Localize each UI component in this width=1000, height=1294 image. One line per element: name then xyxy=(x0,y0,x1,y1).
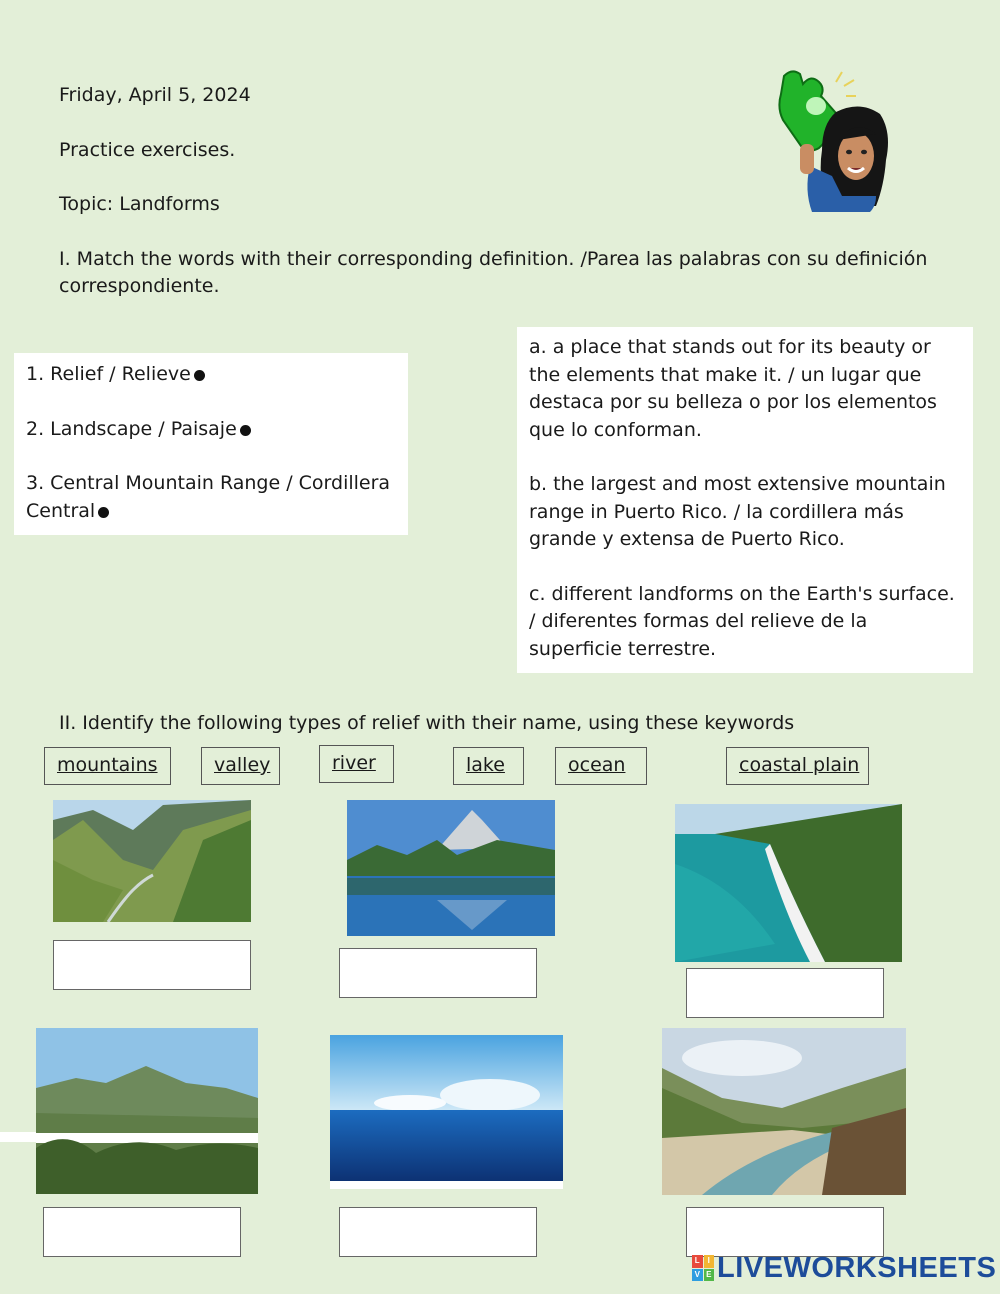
keyword-valley[interactable]: valley xyxy=(201,747,280,785)
answer-box-6[interactable] xyxy=(686,1207,884,1257)
valley-photo xyxy=(53,800,251,922)
term-3 xyxy=(26,470,396,525)
subtitle-text: Practice exercises. xyxy=(59,139,236,161)
badge-letter-v: V xyxy=(692,1269,703,1282)
definitions-box xyxy=(517,327,973,673)
avatar-illustration xyxy=(776,70,894,212)
term-2 xyxy=(26,416,396,444)
topic-text: Topic: Landforms xyxy=(59,193,220,215)
term-1 xyxy=(26,361,396,389)
instruction-matching: I. Match the words with their corresponding definition. /Parea las palabras con su definición correspondiente. xyxy=(59,248,928,297)
badge-letter-i: I xyxy=(704,1255,715,1268)
keyword-lake[interactable]: lake xyxy=(453,747,524,785)
term-1-label: 1. Relief / Relieve xyxy=(26,363,191,385)
term-3-label: 3. Central Mountain Range / Cordillera Central xyxy=(26,472,391,522)
keyword-coastal-plain[interactable]: coastal plain xyxy=(726,747,869,785)
coastal-plain-photo xyxy=(675,804,902,962)
badge-letter-l: L xyxy=(692,1255,703,1268)
answer-box-4[interactable] xyxy=(43,1207,241,1257)
keyword-river[interactable]: river xyxy=(319,745,394,783)
instruction-identify: II. Identify the following types of relief with their name, using these keywords xyxy=(59,712,795,734)
answer-box-5[interactable] xyxy=(339,1207,537,1257)
photo-strip xyxy=(0,1132,36,1142)
ocean-photo xyxy=(330,1035,563,1189)
lake-photo xyxy=(347,800,555,936)
answer-box-2[interactable] xyxy=(339,948,537,998)
term-2-label: 2. Landscape / Paisaje xyxy=(26,417,237,440)
answer-box-1[interactable] xyxy=(53,940,251,990)
mountains-photo xyxy=(36,1028,258,1194)
answer-box-3[interactable] xyxy=(686,968,884,1018)
logo-text: LIVEWORKSHEETS xyxy=(717,1251,997,1284)
definition-c[interactable]: c. different landforms on the Earth's surface. / diferentes formas del relieve de la superficie terrestre. xyxy=(529,582,955,660)
term-1-dot[interactable] xyxy=(194,370,205,381)
keyword-ocean[interactable]: ocean xyxy=(555,747,647,785)
term-2-dot[interactable] xyxy=(240,425,251,436)
keyword-mountains[interactable]: mountains xyxy=(44,747,171,785)
badge-letter-e: E xyxy=(704,1269,715,1282)
definition-a[interactable]: a. a place that stands out for its beauty or the elements that make it. / un lugar que destaca por su belleza o por los elementos que lo conforman. xyxy=(529,336,937,441)
term-3-dot[interactable] xyxy=(98,507,109,518)
liveworksheets-logo xyxy=(692,1252,996,1284)
definition-b[interactable]: b. the largest and most extensive mountain range in Puerto Rico. / la cordillera más grande y extensa de Puerto Rico. xyxy=(529,473,946,550)
logo-badge-icon xyxy=(692,1255,714,1281)
date-text: Friday, April 5, 2024 xyxy=(59,84,251,106)
river-photo xyxy=(662,1028,906,1195)
terms-box xyxy=(14,353,408,535)
